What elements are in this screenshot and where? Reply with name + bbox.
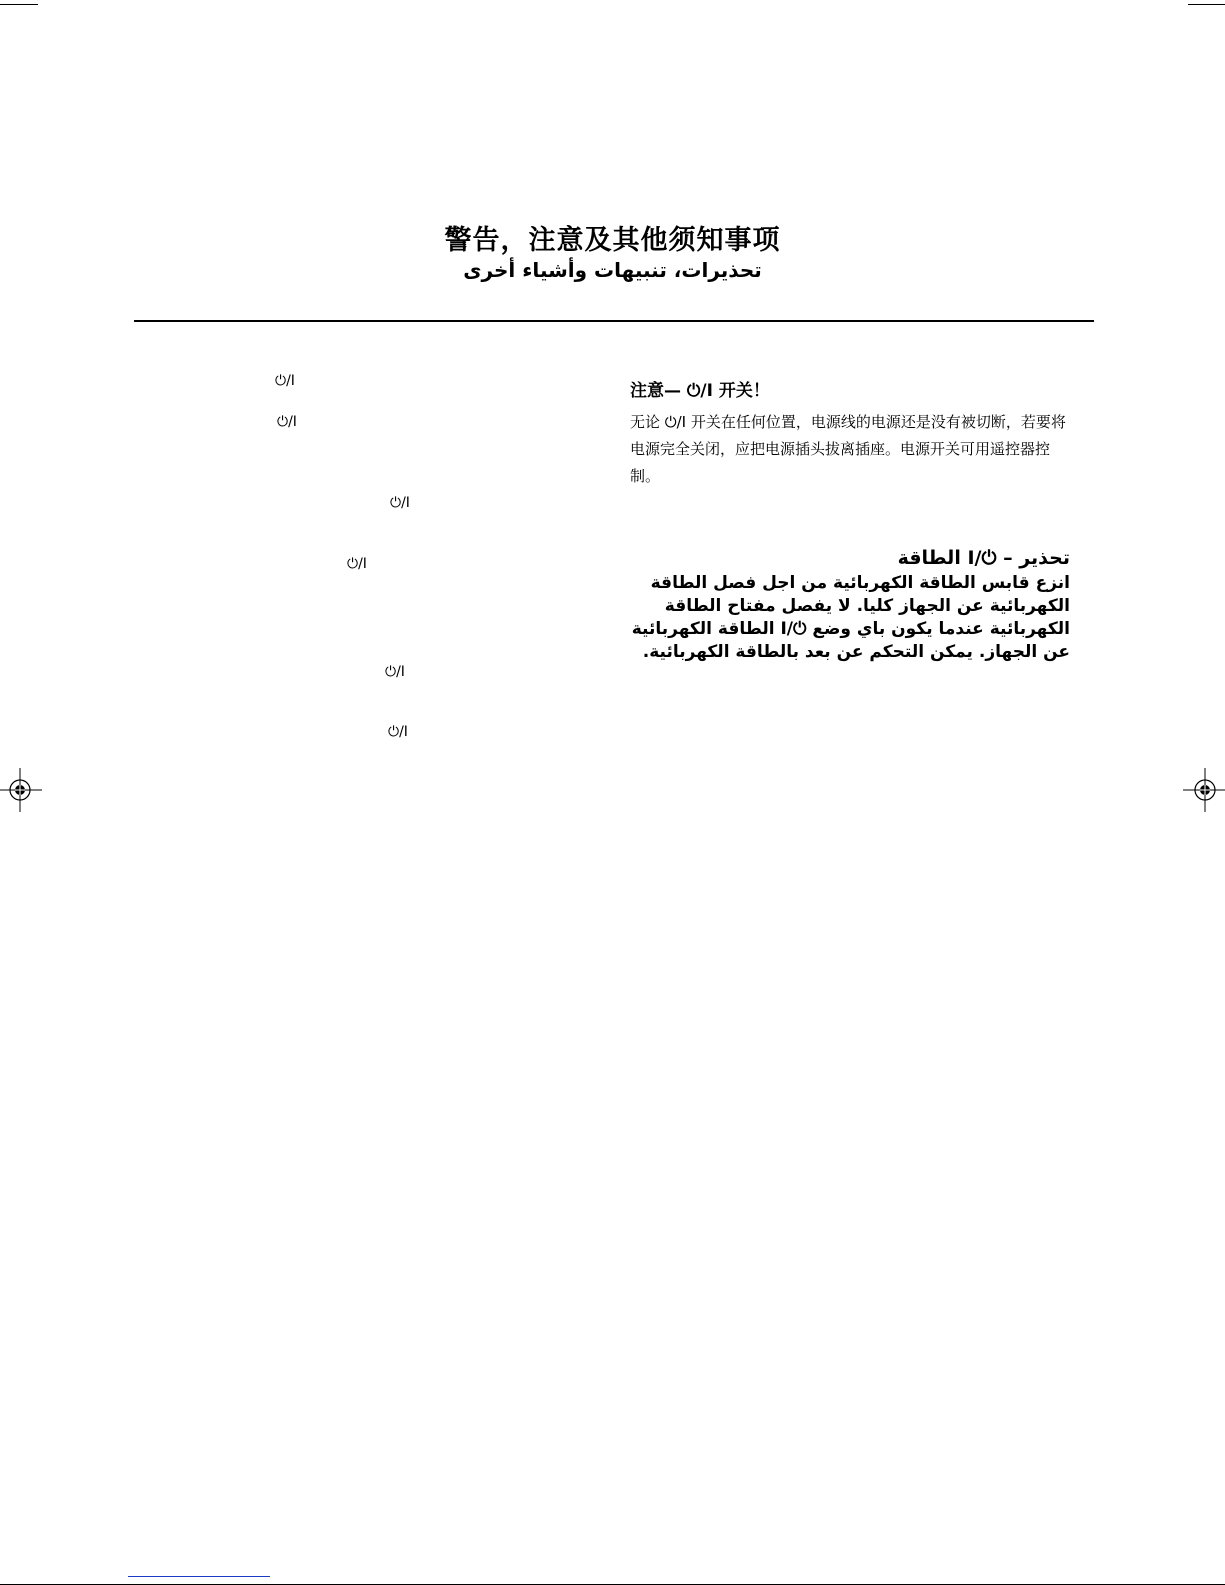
chinese-notice-heading: 注意— ⏻/I 开关！ [630,381,770,401]
arabic-notice-body: انزع قابس الطاقة الكهربائية من اجل فصل الطاقة الكهربائية عن الجهاز كليا. لا يفصل مفتاح الطاقة الكهربائية عندما يكون باي وضع ⏻/I الطاقة الكهربائية عن الجهاز. يمكن التحكم عن بعد بالطاقة الكهربائية. [631,573,1070,662]
page-title-arabic: تحذيرات، تنبيهات وأشياء أخرى [463,258,762,282]
page-title-chinese: 警告，注意及其他须知事项 [444,225,781,256]
chinese-notice-body: 无论 ⏻/I 开关在任何位置，电源线的电源还是没有被切断，若要将电源完全关闭，应把电源插头拔离插座。电源开关可用遥控器控制。 [630,413,1066,485]
crop-mark-top-right [1188,4,1225,5]
power-symbol-2: ⏻/I [277,414,297,430]
power-symbol-6: ⏻/I [388,724,408,740]
registration-mark-left-icon [0,768,42,812]
power-symbol-1: ⏻/I [275,373,295,389]
arabic-notice-heading: تحذير – ⏻/I الطاقة [897,547,1070,569]
power-symbol-5: ⏻/I [385,664,405,680]
registration-mark-right-icon [1183,768,1225,812]
title-divider [134,320,1094,322]
footer-underline [128,1576,270,1577]
crop-mark-top-left [0,4,38,5]
power-symbol-3: ⏻/I [390,495,410,511]
power-symbol-4: ⏻/I [347,556,367,572]
